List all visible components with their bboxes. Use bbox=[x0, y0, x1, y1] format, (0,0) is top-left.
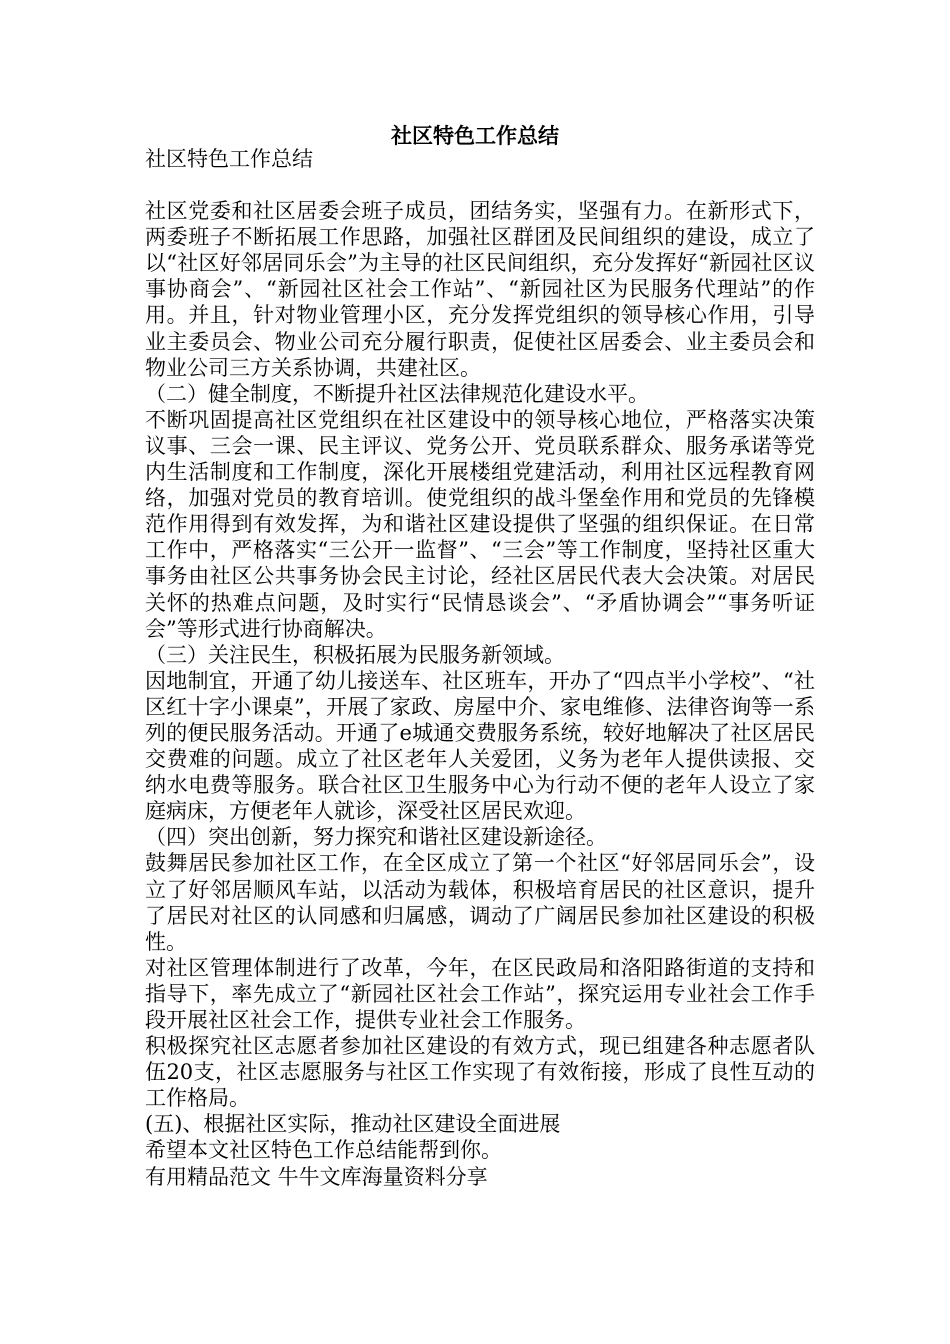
section-heading: （三）关注民生，积极拓展为民服务新领域。 bbox=[145, 642, 565, 667]
body-paragraph: 不断巩固提高社区党组织在社区建设中的领导核心地位，严格落实决策议事、三会一课、民主评议、党务公开、党员联系群众、服务承诺等党内生活制度和工作制度，深化开展楼组党建活动，利用社区远程教育网络，加强对党员的教育培训。使党组织的战斗堡垒作用和党员的先锋模范作用得到有效发挥，为和谐社区建设提供了坚强的组织保证。在日常工作中，严格落实“三公开一监督”、“三会”等工作制度，坚持社区重大事务由社区公共事务协会民主讨论，经社区居民代表大会决策。对居民关怀的热难点问题，及时实行“民情恳谈会”、“矛盾协调会”“事务听证会”等形式进行协商解决。 bbox=[145, 407, 815, 641]
document-body bbox=[145, 146, 815, 1190]
section-heading: (五)、根据社区实际，推动社区建设全面进展 bbox=[145, 1112, 561, 1137]
document-title: 社区特色工作总结 bbox=[391, 124, 559, 148]
footer-line: 有用精品范文 牛牛文库海量资料分享 bbox=[145, 1164, 488, 1189]
body-paragraph: 鼓舞居民参加社区工作，在全区成立了第一个社区“好邻居同乐会”，设立了好邻居顺风车站，以活动为载体，积极培育居民的社区意识，提升了居民对社区的认同感和归属感，调动了广阔居民参加社区建设的积极性。 bbox=[145, 851, 815, 954]
body-paragraph: 社区党委和社区居委会班子成员，团结务实，坚强有力。在新形式下，两委班子不断拓展工作思路，加强社区群团及民间组织的建设，成立了以“社区好邻居同乐会”为主导的社区民间组织，充分发挥好“新园社区议事协商会”、“新园社区社会工作站”、“新园社区为民服务代理站”的作用。并且，针对物业管理小区，充分发挥党组织的领导核心作用，引导业主委员会、物业公司充分履行职责，促使社区居委会、业主委员会和物业公司三方关系协调，共建社区。 bbox=[145, 199, 815, 380]
blank-line bbox=[145, 172, 815, 198]
body-paragraph: 积极探究社区志愿者参加社区建设的有效方式，现已组建各种志愿者队伍20支，社区志愿服务与社区工作实现了有效衔接，形成了良性互动的工作格局。 bbox=[145, 1034, 815, 1111]
section-heading: （四）突出创新，努力探究和谐社区建设新途径。 bbox=[145, 825, 607, 850]
body-paragraph: 因地制宜，开通了幼儿接送车、社区班车，开办了“四点半小学校”、“社区红十字小课桌”，开展了家政、房屋中介、家电维修、法律咨询等一系列的便民服务活动。开通了e城通交费服务系统，较好地解决了社区居民交费难的问题。成立了社区老年人关爱团，义务为老年人提供读报、交纳水电费等服务。联合社区卫生服务中心为行动不便的老年人设立了家庭病床，方便老年人就诊，深受社区居民欢迎。 bbox=[145, 668, 815, 824]
body-paragraph: 对社区管理体制进行了改革，今年，在区民政局和洛阳路街道的支持和指导下，率先成立了“新园社区社会工作站”，探究运用专业社会工作手段开展社区社会工作，提供专业社会工作服务。 bbox=[145, 955, 815, 1032]
closing-line: 希望本文社区特色工作总结能帮到你。 bbox=[145, 1138, 502, 1163]
body-paragraph: 社区特色工作总结 bbox=[145, 147, 313, 171]
section-heading: （二）健全制度，不断提升社区法律规范化建设水平。 bbox=[145, 381, 649, 406]
